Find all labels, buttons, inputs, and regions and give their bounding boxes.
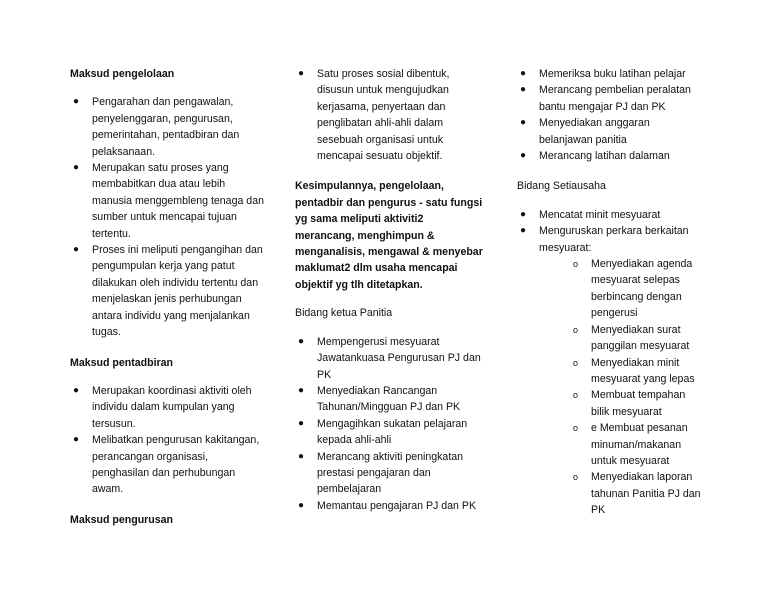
sublist-item — [573, 420, 702, 469]
circle-bullet-icon: o — [573, 357, 579, 368]
list-item-text: Mempengerusi mesyuarat Jawatankuasa Pengurusan PJ dan PK — [317, 335, 481, 381]
heading-maksud-pengelolaan: Maksud pengelolaan — [70, 68, 175, 80]
list-pentadbiran — [70, 383, 265, 498]
list-ketua-panitia — [295, 334, 485, 514]
bullet-icon: ● — [520, 84, 527, 96]
list-item — [70, 383, 265, 432]
bullet-icon: ● — [73, 384, 80, 396]
conclusion-paragraph: Kesimpulannya, pengelolaan, pentadbir dan pengurus - satu fungsi yg sama meliputi aktiviti2 merancang, menghimpun & menganalisis, mengawal & menyebar maklumat2 dlm usaha mencapai objektif yg tlh ditetapkan. — [295, 180, 483, 291]
heading-bidang-setiausaha: Bidang Setiausaha — [517, 180, 606, 193]
bullet-icon: ● — [73, 244, 80, 256]
list-pengurusan — [295, 66, 485, 164]
bullet-icon: ● — [520, 225, 527, 237]
list-item-text: Merupakan satu proses yang membabitkan dua atau lebih manusia menggembleng tenaga dan sumber untuk mencapai tujuan tertentu. — [92, 162, 264, 240]
list-item-text: Mengagihkan sukatan pelajaran kepada ahli-ahli — [317, 417, 468, 447]
list-item-text: Melibatkan pengurusan kakitangan, perancangan organisasi, penghasilan dan perhubungan awam. — [92, 434, 260, 496]
list-item-text: Mencatat minit mesyuarat — [539, 208, 661, 221]
sublist-item-text: e Membuat pesanan minuman/makanan untuk mesyuarat — [591, 422, 688, 467]
list-item-text: Memantau pengajaran PJ dan PK — [317, 499, 477, 512]
sublist-item-text: Menyediakan minit mesyuarat yang lepas — [591, 356, 695, 385]
list-item — [517, 66, 702, 82]
bullet-icon: ● — [298, 68, 305, 79]
list-item — [70, 94, 265, 160]
bullet-icon: ● — [520, 117, 527, 129]
bullet-icon: ● — [520, 150, 527, 162]
sublist-mesyuarat — [539, 256, 702, 519]
list-ketua-panitia-continued — [517, 66, 702, 164]
list-item — [517, 82, 702, 115]
circle-bullet-icon: o — [573, 259, 579, 270]
list-item-text: Merancang aktiviti peningkatan prestasi pengajaran dan pembelajaran — [317, 450, 464, 496]
sublist-item-text: Menyediakan agenda mesyuarat selepas berbincang dengan pengerusi — [591, 258, 693, 320]
column-1 — [70, 66, 265, 540]
list-item — [70, 242, 265, 340]
sublist-item — [573, 355, 702, 388]
circle-bullet-icon: o — [573, 324, 579, 335]
bullet-icon: ● — [298, 335, 305, 347]
list-item — [517, 115, 702, 148]
list-item — [295, 498, 485, 514]
list-item — [517, 223, 702, 518]
heading-maksud-pengurusan: Maksud pengurusan — [70, 513, 174, 526]
bullet-icon: ● — [298, 417, 305, 429]
list-item-text: Menyediakan anggaran belanjawan panitia — [539, 117, 650, 146]
list-item-text: Merancang pembelian peralatan bantu mengajar PJ dan PK — [539, 84, 691, 113]
circle-bullet-icon: o — [573, 423, 579, 434]
list-item-text: Memeriksa buku latihan pelajar — [539, 68, 686, 80]
bullet-icon: ● — [520, 68, 527, 79]
bullet-icon: ● — [73, 96, 80, 108]
list-item — [295, 66, 485, 164]
list-pengelolaan — [70, 94, 265, 340]
bullet-icon: ● — [520, 208, 527, 220]
list-item — [70, 160, 265, 242]
list-item — [517, 207, 702, 223]
heading-bidang-ketua-panitia: Bidang ketua Panitia — [295, 307, 393, 320]
list-item-text: Satu proses sosial dibentuk, disusun untuk mengujudkan kerjasama, penyertaan dan penglibatan ahli-ahli dalam sesebuah organisasi untuk mencapai sesuatu objektif. — [317, 68, 450, 163]
sublist-item — [573, 322, 702, 355]
sublist-item-text: Membuat tempahan bilik mesyuarat — [591, 389, 686, 418]
sublist-item — [573, 387, 702, 420]
list-item-text: Menguruskan perkara berkaitan mesyuarat: — [539, 225, 689, 254]
list-item-text: Proses ini meliputi pengangihan dan pengumpulan kerja yang patut dilakukan oleh individu tertentu dan menjelaskan jenis perhubungan antara individu yang menjalankan tugas. — [92, 244, 263, 339]
list-item — [517, 148, 702, 164]
column-3 — [517, 66, 702, 533]
circle-bullet-icon: o — [573, 390, 579, 401]
bullet-icon: ● — [298, 384, 305, 396]
list-item-text: Pengarahan dan pengawalan, penyelenggaran, pengurusan, pemerintahan, pentadbiran dan pelaksanaan. — [92, 96, 240, 158]
list-item — [295, 416, 485, 449]
list-item — [295, 449, 485, 498]
heading-maksud-pentadbiran: Maksud pentadbiran — [70, 356, 174, 369]
bullet-icon: ● — [298, 450, 305, 462]
bullet-icon: ● — [73, 162, 80, 174]
list-item — [70, 432, 265, 498]
list-item-text: Menyediakan Rancangan Tahunan/Mingguan PJ dan PK — [317, 384, 461, 414]
list-item-text: Merancang latihan dalaman — [539, 150, 670, 163]
list-setiausaha — [517, 207, 702, 519]
list-item-text: Merupakan koordinasi aktiviti oleh individu dalam kumpulan yang tersusun. — [92, 384, 252, 430]
sublist-item-text: Menyediakan laporan tahunan Panitia PJ dan PK — [591, 471, 701, 517]
sublist-item — [573, 469, 702, 518]
circle-bullet-icon: o — [573, 472, 579, 483]
list-item — [295, 383, 485, 416]
bullet-icon: ● — [73, 434, 80, 446]
column-2 — [295, 66, 485, 528]
sublist-item — [573, 256, 702, 322]
list-item — [295, 334, 485, 383]
sublist-item-text: Menyediakan surat panggilan mesyuarat — [591, 323, 690, 353]
bullet-icon: ● — [298, 499, 305, 511]
